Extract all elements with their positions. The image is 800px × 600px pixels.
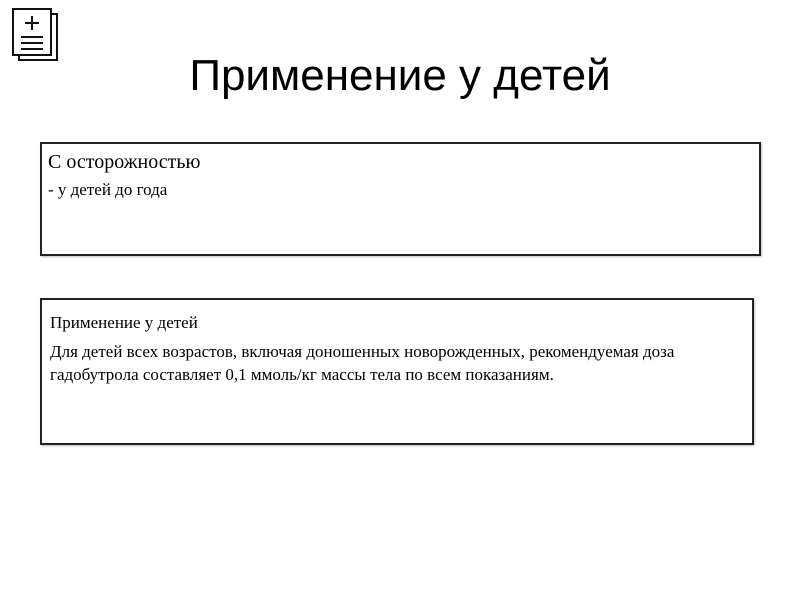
caution-box xyxy=(40,142,761,256)
caution-item: - у детей до года xyxy=(48,180,168,199)
page-title: Применение у детей xyxy=(189,51,611,100)
pediatric-use-heading: Применение у детей xyxy=(50,313,198,332)
caution-heading: С осторожностью xyxy=(48,151,201,173)
pediatric-use-box xyxy=(40,298,754,445)
pediatric-use-text: Для детей всех возрастов, включая доношенных новорожденных, рекомендуемая доза гадобутрола составляет 0,1 ммоль/кг массы тела по всем показаниям. xyxy=(50,342,675,384)
